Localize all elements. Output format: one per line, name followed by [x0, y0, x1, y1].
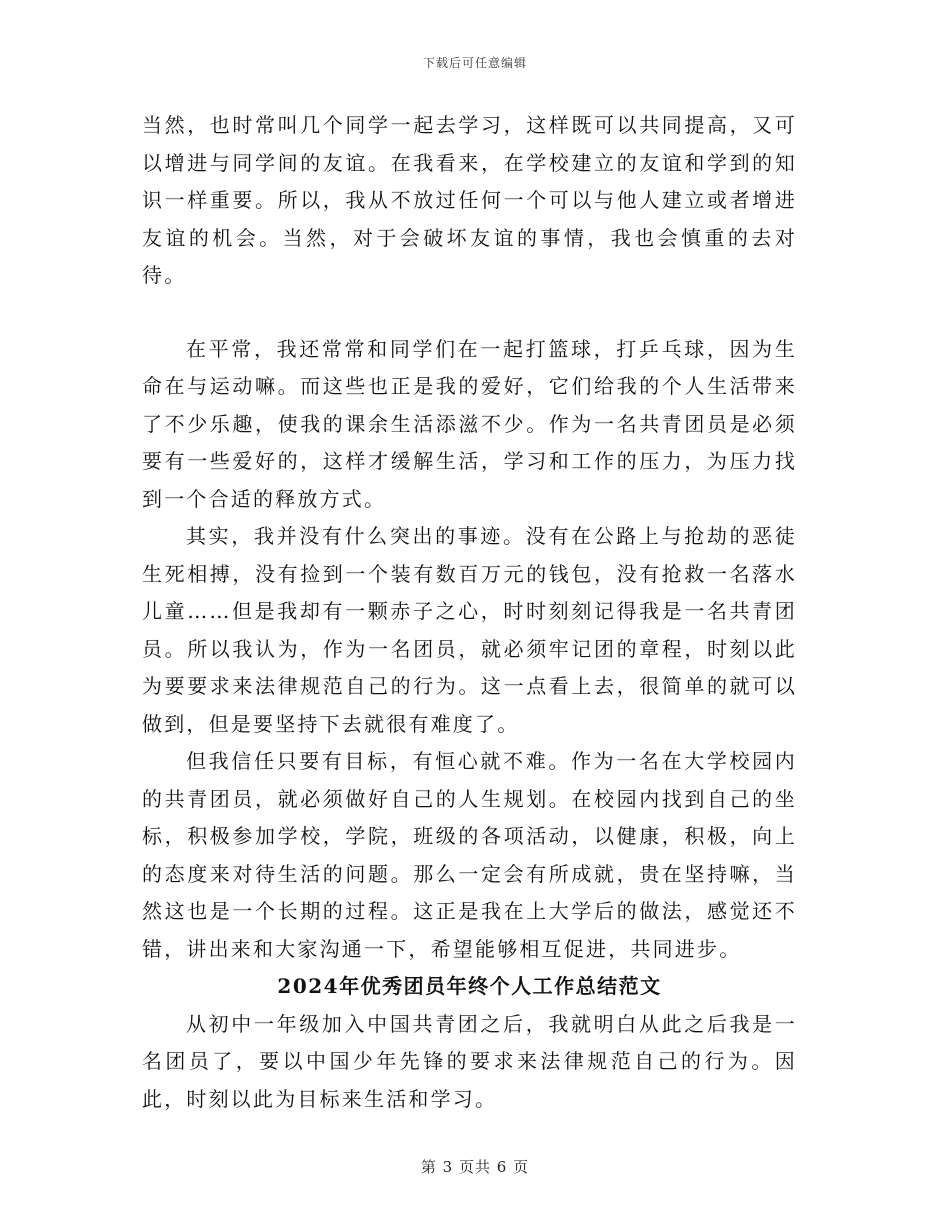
section-heading: 2024年优秀团员年终个人工作总结范文: [277, 974, 662, 998]
page-header: 下载后可任意编辑: [422, 56, 527, 70]
paragraph-deeds: 其实，我并没有什么突出的事迹。没有在公路上与抢劫的恶徒生死相搏，没有捡到一个装有数百万元的钱包，没有抢救一名落水儿童……但是我却有一颗赤子之心，时时刻刻记得我是一名共青团员。所以我认为，作为一名团员，就必须牢记团的章程，时刻以此为要要求来法律规范自己的行为。这一点看上去，很简单的就可以做到，但是要坚持下去就很有难度了。: [142, 524, 797, 736]
page-number-footer: 第 3 页共 6 页: [420, 1158, 530, 1176]
document-body: [142, 107, 797, 1118]
paragraph-intro: 从初中一年级加入中国共青团之后，我就明白从此之后我是一名团员了，要以中国少年先锋的要求来法律规范自己的行为。因此，时刻以此为目标来生活和学习。: [142, 1011, 797, 1111]
paragraph-friendship: 当然，也时常叫几个同学一起去学习，这样既可以共同提高，又可以增进与同学间的友谊。在我看来，在学校建立的友谊和学到的知识一样重要。所以，我从不放过任何一个可以与他人建立或者增进友谊的机会。当然，对于会破坏友谊的事情，我也会慎重的去对待。: [142, 113, 797, 287]
paragraph-spacer: [142, 295, 797, 331]
paragraph-goals: 但我信任只要有目标，有恒心就不难。作为一名在大学校园内的共青团员，就必须做好自己的人生规划。在校园内找到自己的坐标，积极参加学校，学院，班级的各项活动，以健康，积极，向上的态度来对待生活的问题。那么一定会有所成就，贵在坚持嘛，当然这也是一个长期的过程。这正是我在上大学后的做法，感觉还不错，讲出来和大家沟通一下，希望能够相互促进，共同进步。: [142, 749, 797, 961]
paragraph-hobbies: 在平常，我还常常和同学们在一起打篮球，打乒乓球，因为生命在与运动嘛。而这些也正是我的爱好，它们给我的个人生活带来了不少乐趣，使我的课余生活添滋不少。作为一名共青团员是必须要有一些爱好的，这样才缓解生活，学习和工作的压力，为压力找到一个合适的释放方式。: [142, 336, 797, 511]
